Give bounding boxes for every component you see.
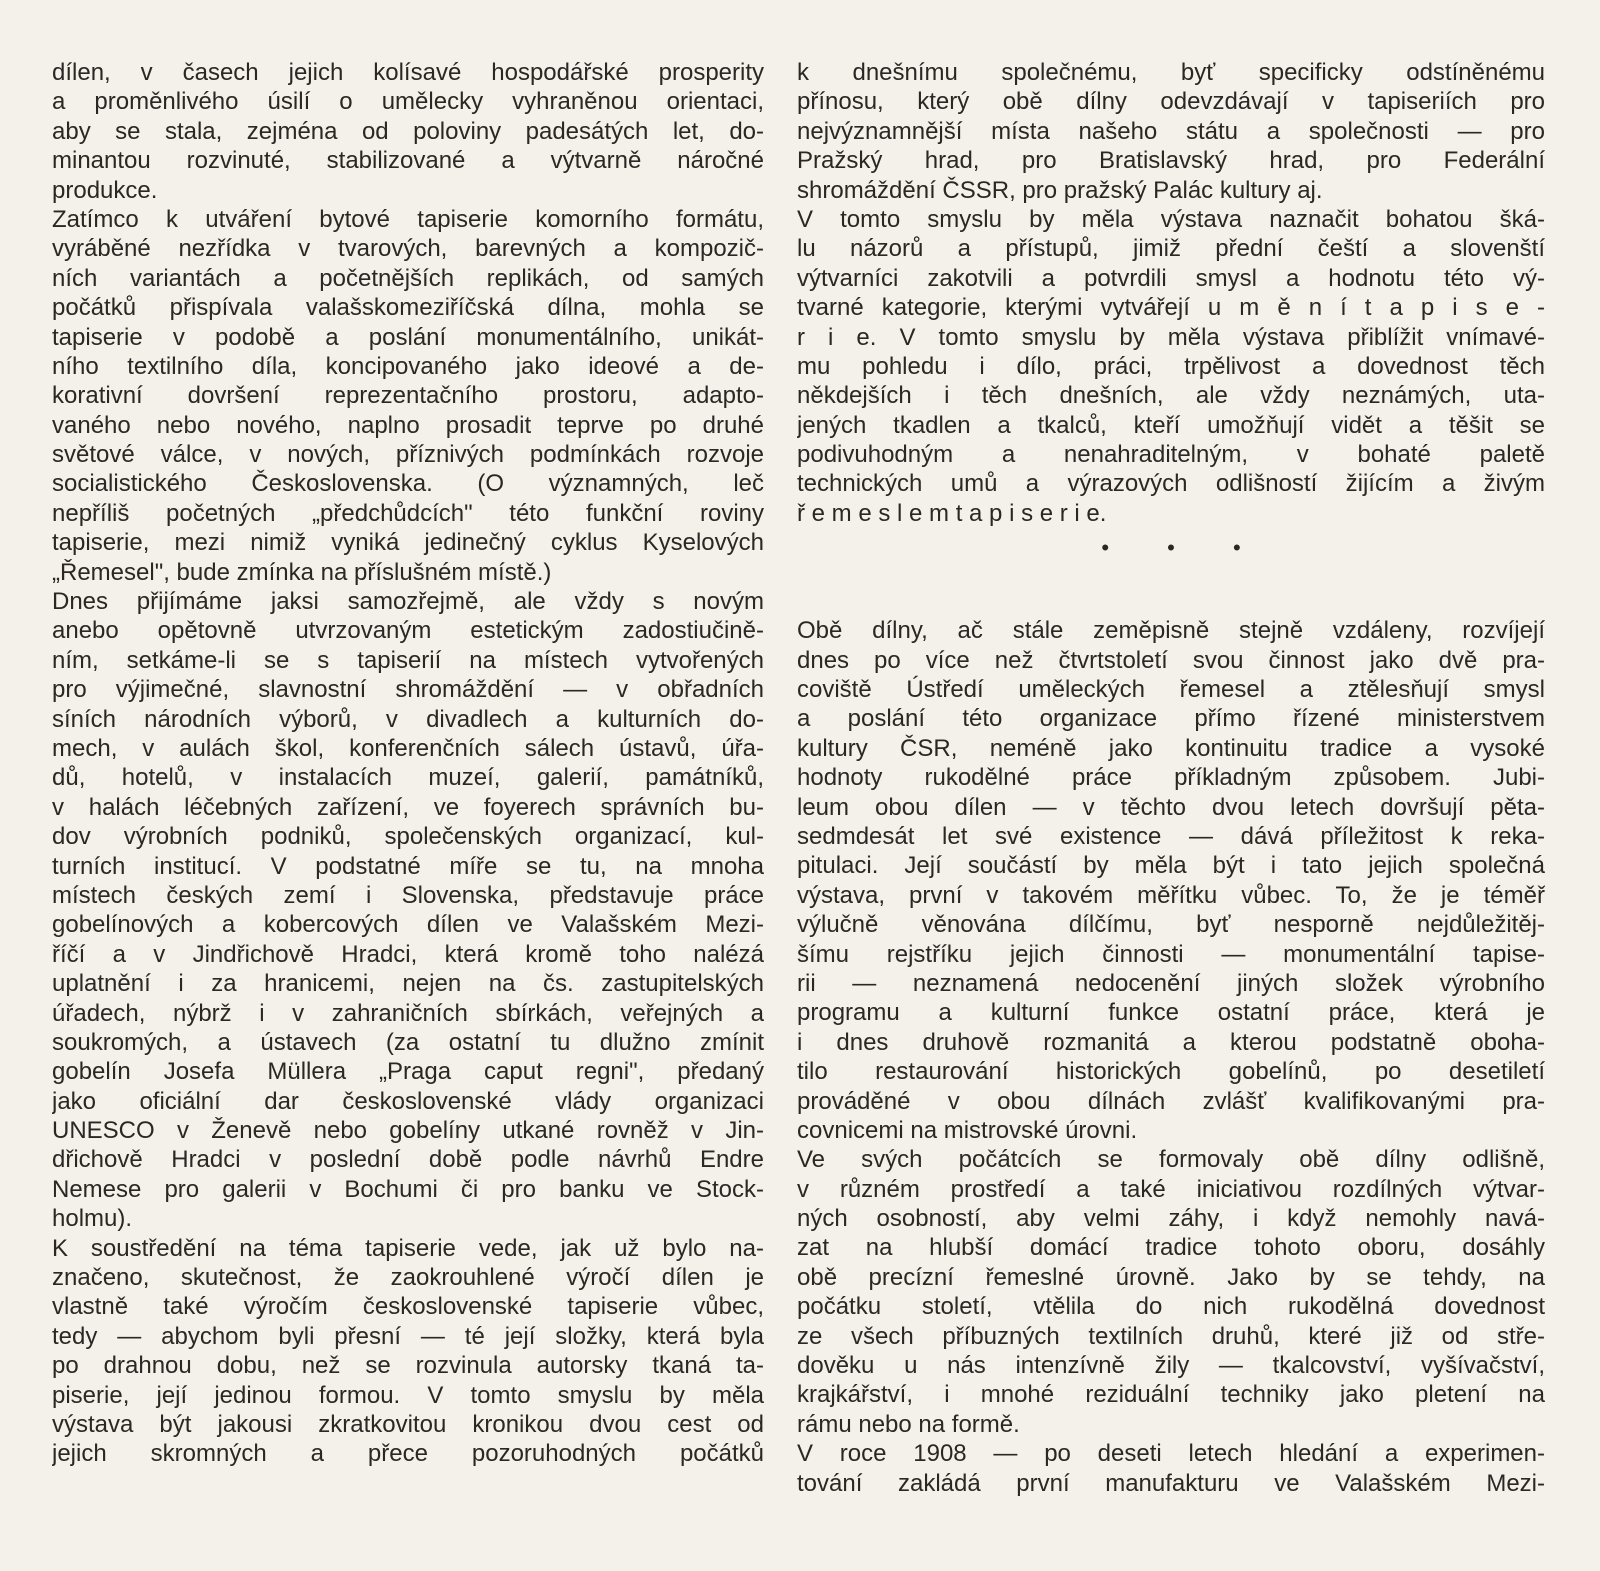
text-line: říčí a v Jindřichově Hradci, která kromě toho nalézá xyxy=(52,940,764,968)
text-line: tvarné kategorie, kterými vytvářejí u m ě n í t a p i s e - xyxy=(797,294,1545,322)
paragraph xyxy=(797,58,1545,205)
text-line: šímu rejstříku jejich činnosti — monumentální tapise- xyxy=(797,940,1545,968)
text-line: socialistického Československa. (O významných, leč xyxy=(52,470,764,498)
text-line: programu a kulturní funkce ostatní práce, která je xyxy=(797,999,1545,1027)
text-line: v halách léčebných zařízení, ve foyerech správních bu- xyxy=(52,793,764,821)
text-line: dů, hotelů, v instalacích muzeí, galerií, památníků, xyxy=(52,764,764,792)
text-line: gobelínových a kobercových dílen ve Valašském Mezi- xyxy=(52,911,764,939)
text-line: po drahnou dobu, než se rozvinula autorsky tkaná ta- xyxy=(52,1352,764,1380)
text-line: úřadech, nýbrž i v zahraničních sbírkách, veřejných a xyxy=(52,999,764,1027)
left-column xyxy=(52,58,764,1469)
text-line: ním, setkáme-li se s tapiserií na místech vytvořených xyxy=(52,646,764,674)
text-line: ných osobností, aby velmi záhy, i když nemohly navá- xyxy=(797,1205,1545,1233)
text-line: krajkářství, i mnohé reziduální techniky jako pletení na xyxy=(797,1381,1545,1409)
text-line: tování zakládá první manufakturu ve Valašském Mezi- xyxy=(797,1469,1545,1497)
section-separator: • • • xyxy=(1101,535,1267,561)
text-line: přínosu, který obě dílny odevzdávají v tapiseriích pro xyxy=(797,88,1545,116)
text-line: tilo restaurování historických gobelínů, po desetiletí xyxy=(797,1058,1545,1086)
text-line: uplatnění i za hranicemi, nejen na čs. zastupitelských xyxy=(52,970,764,998)
text-line: jených tkadlen a tkalců, kteří umožňují vidět a těšit se xyxy=(797,411,1545,439)
right-top-text xyxy=(797,58,1545,528)
text-line: ního textilního díla, koncipovaného jako ideové a de- xyxy=(52,352,764,380)
text-line: V roce 1908 — po deseti letech hledání a experimen- xyxy=(797,1440,1545,1468)
text-line: mech, v aulách škol, konferenčních sálech ústavů, úřa- xyxy=(52,734,764,762)
paragraph xyxy=(797,1145,1545,1439)
text-line: v různém prostředí a také iniciativou rozdílných výtvar- xyxy=(797,1175,1545,1203)
text-line: Dnes přijímáme jaksi samozřejmě, ale vždy s novým xyxy=(52,588,764,616)
text-line: jejich skromných a přece pozoruhodných počátků xyxy=(52,1440,764,1468)
text-line: i dnes druhově rozmanitá a kterou podstatně oboha- xyxy=(797,1028,1545,1056)
text-line: dřichově Hradci v poslední době podle návrhů Endre xyxy=(52,1146,764,1174)
paragraph xyxy=(797,205,1545,528)
text-line: světové válce, v nových, příznivých podmínkách rozvoje xyxy=(52,441,764,469)
right-column xyxy=(797,58,1545,1498)
text-line: jako oficiální dar československé vlády organizaci xyxy=(52,1087,764,1115)
text-line: tapiserie, mezi nimiž vyniká jedinečný cyklus Kyselových xyxy=(52,529,764,557)
text-line: zat na hlubší domácí tradice tohoto oboru, dosáhly xyxy=(797,1234,1545,1262)
text-line: lu názorů a přístupů, jimiž přední čeští a slovenští xyxy=(797,235,1545,263)
text-line: holmu). xyxy=(52,1205,133,1233)
text-line: hodnoty rukodělné práce příkladným způsobem. Jubi- xyxy=(797,764,1545,792)
text-line: Ve svých počátcích se formovaly obě dílny odlišně, xyxy=(797,1146,1545,1174)
text-line: výstava být jakousi zkratkovitou kronikou dvou cest od xyxy=(52,1410,764,1438)
text-line: nejvýznamnější místa našeho státu a společnosti — pro xyxy=(797,117,1545,145)
text-line: výstava, první v takovém měřítku vůbec. To, že je téměř xyxy=(797,881,1545,909)
text-line: k dnešnímu společnému, byť specificky odstíněnému xyxy=(797,59,1545,86)
text-line: UNESCO v Ženevě nebo gobelíny utkané rovněž v Jin- xyxy=(52,1117,764,1145)
text-line: coviště Ústředí uměleckých řemesel a ztělesňují smysl xyxy=(797,676,1545,704)
text-line: tedy — abychom byli přesní — té její složky, která byla xyxy=(52,1322,764,1350)
text-line: pitulaci. Její součástí by měla být i tato jejich společná xyxy=(797,852,1545,880)
text-line: výlučně věnována dílčímu, byť nesporně nejdůležitěj- xyxy=(797,911,1545,939)
text-line: počátků přispívala valašskomeziříčská dílna, mohla se xyxy=(52,294,764,322)
text-line: Zatímco k utváření bytové tapiserie komorního formátu, xyxy=(52,205,764,233)
text-line: prováděné v obou dílnách zvlášť kvalifikovanými pra- xyxy=(797,1087,1545,1115)
text-line: covnicemi na mistrovské úrovni. xyxy=(797,1116,1138,1144)
paragraph xyxy=(52,205,764,587)
text-line: V tomto smyslu by měla výstava naznačit bohatou šká- xyxy=(797,205,1545,233)
text-line: kultury ČSR, neméně jako kontinuitu tradice a vysoké xyxy=(797,734,1545,762)
text-line: soukromých, a ústavech (za ostatní tu dlužno zmínit xyxy=(52,1028,764,1056)
text-line: nepříliš početných „předchůdcích" této funkční roviny xyxy=(52,499,764,527)
text-line: síních národních výborů, v divadlech a kulturních do- xyxy=(52,705,764,733)
text-line: sedmdesát let své existence — dává příležitost k reka- xyxy=(797,822,1545,850)
text-line: vlastně také výročím československé tapiserie vůbec, xyxy=(52,1293,764,1321)
text-line: obě precízní řemeslné úrovně. Jako by se tehdy, na xyxy=(797,1263,1545,1291)
paragraph xyxy=(797,1439,1545,1498)
text-line: a poslání této organizace přímo řízené ministerstvem xyxy=(797,705,1545,733)
text-line: dov výrobních podniků, společenských organizací, kul- xyxy=(52,823,764,851)
text-line: rámu nebo na formě. xyxy=(797,1410,1020,1438)
text-line: r i e. V tomto smyslu by měla výstava přiblížit vnímavé- xyxy=(797,323,1545,351)
text-line: mu pohledu i dílo, práci, trpělivost a dovednost těch xyxy=(797,352,1545,380)
text-line: výtvarníci zakotvili a potvrdili smysl a hodnotu této vý- xyxy=(797,264,1545,292)
text-line: „Řemesel", bude zmínka na příslušném místě.) xyxy=(52,558,552,586)
text-line: někdejších i těch dnešních, ale vždy neznámých, uta- xyxy=(797,382,1545,410)
text-line: Pražský hrad, pro Bratislavský hrad, pro Federální xyxy=(797,147,1545,175)
paragraph xyxy=(52,1234,764,1469)
text-line: ř e m e s l e m t a p i s e r i e. xyxy=(797,499,1107,527)
text-line: dílen, v časech jejich kolísavé hospodářské prosperity xyxy=(52,59,764,86)
text-line: leum obou dílen — v těchto dvou letech dovršují pěta- xyxy=(797,793,1545,821)
text-line: rii — neznamená nedocenění jiných složek výrobního xyxy=(797,969,1545,997)
paragraph xyxy=(52,58,764,205)
text-line: podivuhodným a nenahraditelným, v bohaté paletě xyxy=(797,441,1545,469)
text-line: ních variantách a početnějších replikách, od samých xyxy=(52,264,764,292)
text-line: piserie, její jedinou formou. V tomto smyslu by měla xyxy=(52,1381,764,1409)
text-line: a proměnlivého úsilí o umělecky vyhraněnou orientaci, xyxy=(52,88,764,116)
text-line: ze všech příbuzných textilních druhů, které již od stře- xyxy=(797,1322,1545,1350)
text-line: vyráběné nezřídka v tvarových, barevných a kompozič- xyxy=(52,235,764,263)
paragraph xyxy=(52,587,764,1234)
text-line: značeno, skutečnost, že zaokrouhlené výročí dílen je xyxy=(52,1264,764,1292)
paragraph xyxy=(797,616,1545,1145)
text-line: počátku století, vtělila do nich rukodělná dovednost xyxy=(797,1293,1545,1321)
text-line: minantou rozvinuté, stabilizované a výtvarně náročné xyxy=(52,147,764,175)
text-line: technických umů a výrazových odlišností žijícím a živým xyxy=(797,470,1545,498)
text-line: aby se stala, zejména od poloviny padesátých let, do- xyxy=(52,117,764,145)
text-line: gobelín Josefa Müllera „Praga caput regni", předaný xyxy=(52,1058,764,1086)
text-line: anebo opětovně utvrzovaným estetickým zadostiučině- xyxy=(52,617,764,645)
text-line: Obě dílny, ač stále zeměpisně stejně vzdáleny, rozvíjejí xyxy=(797,617,1545,645)
text-line: místech českých zemí i Slovenska, představuje práce xyxy=(52,881,764,909)
text-line: Nemese pro galerii v Bochumi či pro banku ve Stock- xyxy=(52,1175,764,1203)
text-line: vaného nebo nového, naplno prosadit teprve po druhé xyxy=(52,411,764,439)
text-line: tapiserie v podobě a poslání monumentálního, unikát- xyxy=(52,323,764,351)
text-line: produkce. xyxy=(52,176,158,204)
text-line: shromáždění ČSSR, pro pražský Palác kultury aj. xyxy=(797,176,1323,204)
text-line: korativní dovršení reprezentačního prostoru, adapto- xyxy=(52,382,764,410)
right-bottom-text xyxy=(797,616,1545,1498)
text-line: K soustředění na téma tapiserie vede, jak už bylo na- xyxy=(52,1234,764,1262)
text-line: pro výjimečné, slavnostní shromáždění — v obřadních xyxy=(52,676,764,704)
text-line: turních institucí. V podstatné míře se tu, na mnoha xyxy=(52,852,764,880)
text-line: dnes po více než čtvrtstoletí svou činnost jako dvě pra- xyxy=(797,646,1545,674)
text-line: dověku u nás intenzívně žily — tkalcovství, vyšívačství, xyxy=(797,1352,1545,1380)
